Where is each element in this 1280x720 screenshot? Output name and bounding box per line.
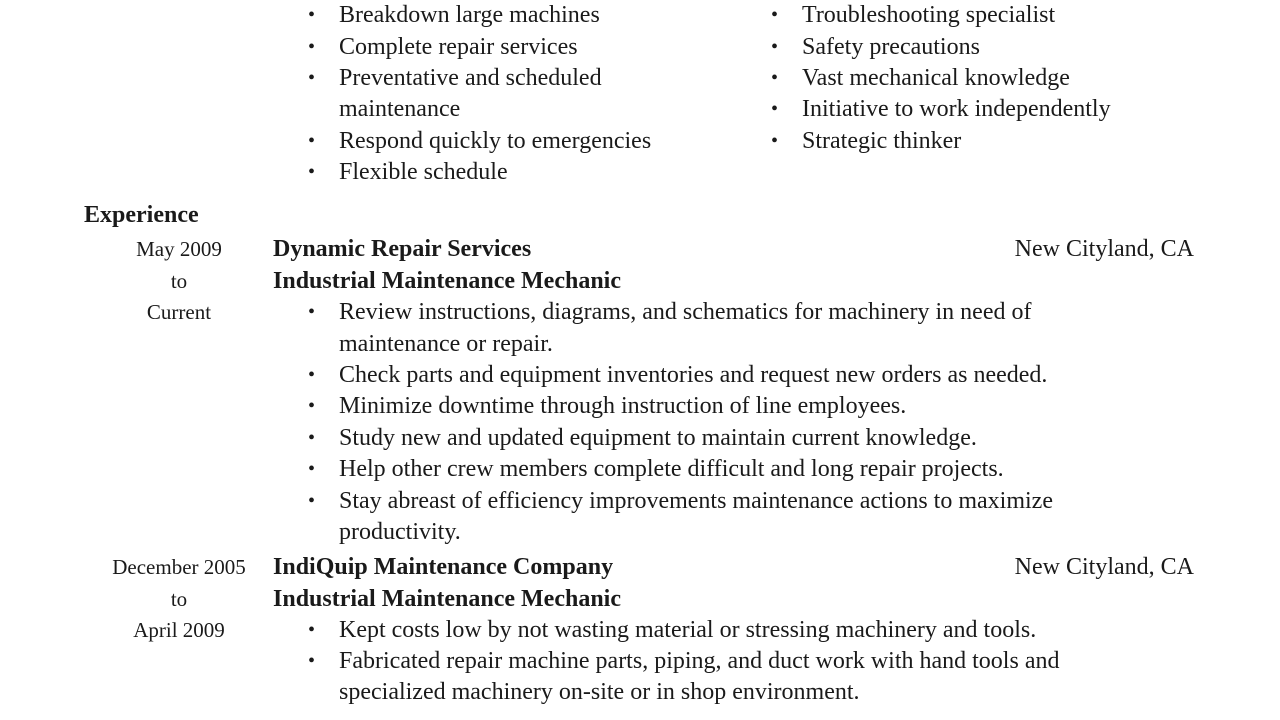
job-duty: Review instructions, diagrams, and schematics for machinery in need of	[339, 299, 1032, 325]
section-heading-experience: Experience	[84, 202, 199, 228]
job-date-from: May 2009	[136, 237, 222, 261]
bullet-icon: •	[308, 427, 316, 449]
skill-item: Safety precautions	[802, 34, 980, 60]
bullet-icon: •	[771, 36, 779, 58]
bullet-icon: •	[308, 650, 316, 672]
job-duty-continued: specialized machinery on-site or in shop environment.	[339, 679, 860, 705]
bullet-icon: •	[308, 4, 316, 26]
job-duty-continued: maintenance or repair.	[339, 331, 553, 357]
job-company: IndiQuip Maintenance Company	[273, 554, 614, 580]
skill-item: Complete repair services	[339, 34, 578, 60]
job-location: New Cityland, CA	[1014, 554, 1194, 580]
bullet-icon: •	[308, 395, 316, 417]
job-duty: Help other crew members complete difficult and long repair projects.	[339, 456, 1004, 482]
job-title: Industrial Maintenance Mechanic	[273, 586, 621, 612]
job-date-to-word: to	[170, 269, 188, 293]
skill-item-continued: maintenance	[339, 96, 461, 122]
job-date-to-word: to	[170, 587, 188, 611]
skill-item: Vast mechanical knowledge	[802, 65, 1070, 91]
bullet-icon: •	[308, 458, 316, 480]
job-company: Dynamic Repair Services	[273, 236, 532, 262]
job-date-to: Current	[146, 300, 212, 324]
skill-item: Respond quickly to emergencies	[339, 128, 652, 154]
skill-item: Strategic thinker	[802, 128, 962, 154]
job-date-from: December 2005	[112, 555, 246, 579]
skill-item: Initiative to work independently	[802, 96, 1111, 122]
skill-item: Breakdown large machines	[339, 2, 600, 28]
skill-item: Flexible schedule	[339, 159, 508, 185]
job-duty: Study new and updated equipment to maintain current knowledge.	[339, 425, 977, 451]
bullet-icon: •	[308, 490, 316, 512]
bullet-icon: •	[771, 67, 779, 89]
bullet-icon: •	[771, 130, 779, 152]
bullet-icon: •	[308, 364, 316, 386]
job-duty: Minimize downtime through instruction of line employees.	[339, 393, 907, 419]
skill-item: Preventative and scheduled	[339, 65, 602, 91]
job-date-to: April 2009	[133, 618, 225, 642]
job-duty: Check parts and equipment inventories and request new orders as needed.	[339, 362, 1048, 388]
bullet-icon: •	[771, 98, 779, 120]
bullet-icon: •	[771, 4, 779, 26]
job-duty-continued: productivity.	[339, 519, 461, 545]
job-location: New Cityland, CA	[1014, 236, 1194, 262]
job-duty: Fabricated repair machine parts, piping, and duct work with hand tools and	[339, 648, 1060, 674]
bullet-icon: •	[308, 619, 316, 641]
bullet-icon: •	[308, 130, 316, 152]
bullet-icon: •	[308, 67, 316, 89]
job-title: Industrial Maintenance Mechanic	[273, 268, 621, 294]
bullet-icon: •	[308, 36, 316, 58]
bullet-icon: •	[308, 161, 316, 183]
job-duty: Stay abreast of efficiency improvements maintenance actions to maximize	[339, 488, 1053, 514]
job-duty: Kept costs low by not wasting material or stressing machinery and tools.	[339, 617, 1037, 643]
skill-item: Troubleshooting specialist	[802, 2, 1056, 28]
bullet-icon: •	[308, 301, 316, 323]
